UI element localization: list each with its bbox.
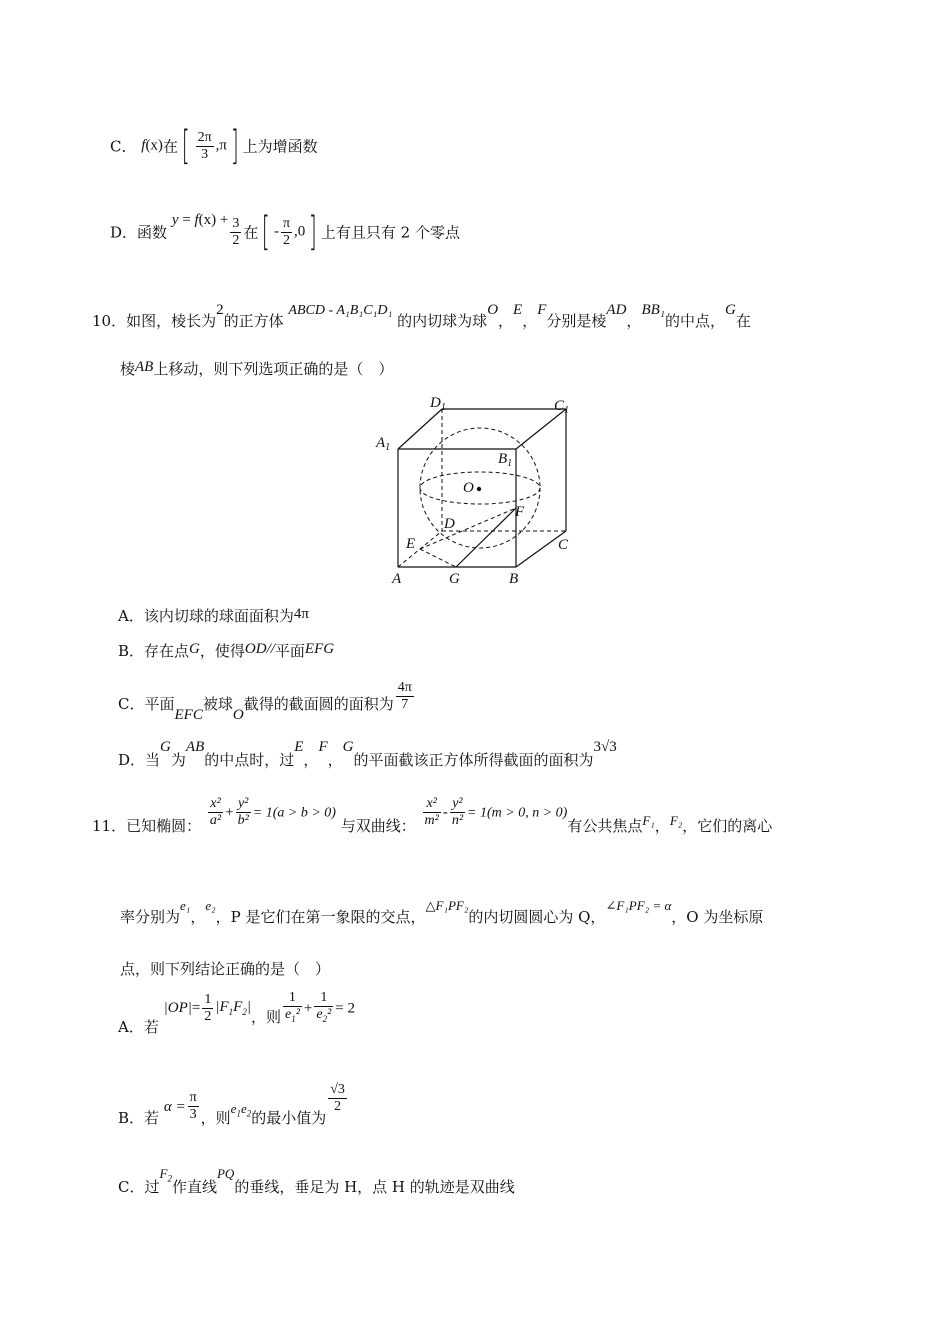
q10-line2 — [120, 358, 393, 379]
math-ab: AB — [135, 359, 154, 375]
math-g: G — [189, 641, 200, 657]
option-label: A． — [118, 607, 144, 625]
label-d1: $D_1$ — [430, 395, 446, 413]
text-in: 在 — [243, 223, 259, 242]
option-text: 上为增函数 — [242, 137, 318, 156]
text-in: 在 — [162, 137, 178, 156]
question-text: 与双曲线： — [340, 816, 416, 835]
fraction-y2-b2: $\frac{\text{y²}}{\text{b²}}$ — [237, 796, 249, 828]
option-text: 的垂线，垂足为 H，点 H 的轨迹是双曲线 — [234, 1178, 515, 1196]
question-text: 棱 — [120, 360, 136, 378]
option-text: 平面 — [144, 694, 175, 713]
label-c: C — [558, 537, 569, 553]
fraction-sqrt3-2: $\frac{√3}{2}$ — [330, 1082, 345, 1114]
option-text: 的平面截该正方体所得截面的面积为 — [353, 751, 594, 769]
math-plane: EFG — [304, 641, 335, 657]
label-g: G — [449, 571, 460, 587]
option-text: ，则 — [200, 1108, 231, 1127]
option-label: B． — [118, 642, 145, 660]
label-c1: $C_1$ — [554, 398, 570, 416]
math-ab: AB — [185, 739, 205, 755]
option-text: 上有且只有 2 个零点 — [320, 223, 460, 242]
math-e: E — [513, 302, 523, 318]
option-text: 函数 — [137, 223, 168, 242]
right-bracket: ] — [309, 209, 318, 255]
fraction-1-e1sq: $\frac{1}{e_1^2}$ — [284, 990, 300, 1024]
question-text: ，O 为坐标原 — [671, 908, 764, 926]
math-e1: e₁ — [180, 898, 191, 913]
q11-line2: 率分别为e₁，e₂，P 是它们在第一象限的交点，△F₁PF₂的内切圆圆心为 Q，∠F₁PF₂ = α，O 为坐标原 — [120, 898, 764, 926]
math-cube: ABCD - A₁B₁C₁D₁ — [288, 303, 393, 318]
option-text: 作直线 — [171, 1178, 217, 1196]
math-f: F — [537, 302, 547, 318]
math-e2: e₂ — [205, 898, 216, 913]
option-text: 若 — [143, 1018, 159, 1037]
q9-option-c — [110, 123, 318, 176]
option-label: B． — [118, 1108, 145, 1127]
math-f: F — [318, 739, 328, 755]
q11-option-c — [118, 1162, 515, 1196]
question-text: 分别是棱 — [546, 312, 607, 330]
option-text: 过 — [144, 1178, 160, 1196]
option-text: 为 — [170, 751, 186, 769]
fraction-1-e2sq: $\frac{1}{e_2^2}$ — [316, 990, 332, 1024]
question-text: 上移动，则下列选项正确的是（ ） — [153, 360, 394, 378]
q10-option-c — [118, 674, 416, 723]
question-text: 的内切圆圆心为 Q， — [468, 908, 606, 926]
option-text: 的最小值为 — [251, 1108, 327, 1127]
math-value: 3√3 — [593, 739, 617, 755]
fraction-x2-a2: $\frac{\text{x²}}{\text{a²}}$ — [209, 796, 222, 828]
option-text: 该内切球的球面面积为 — [143, 607, 294, 625]
question-text: ，它们的离心 — [682, 816, 773, 835]
fraction-pi-3: $\frac{\pi}{3}$ — [189, 1090, 197, 1122]
option-text: 被球 — [202, 694, 233, 713]
cube-figure — [370, 390, 590, 590]
pi-value: ,π — [215, 137, 227, 154]
question-text: 点，则下列结论正确的是（ ） — [120, 960, 331, 978]
option-text: 截得的截面圆的面积为 — [243, 694, 394, 713]
math-f2: F₂ — [669, 812, 683, 828]
math-value: 4π — [293, 606, 309, 622]
math-plane: EFC — [174, 706, 203, 723]
left-bracket: [ — [181, 123, 190, 169]
math-f1: F₁ — [642, 812, 655, 828]
math-x: (x) + — [198, 212, 229, 228]
option-text: ，则 — [250, 1008, 281, 1027]
question-number: 10． — [92, 312, 127, 330]
math-fx: f — [194, 212, 199, 228]
fraction-4pi-7: $\frac{4\pi}{7}$ — [397, 680, 412, 712]
option-text: ，使得 — [199, 642, 245, 660]
option-label: C． — [110, 137, 137, 156]
option-label: D． — [118, 751, 146, 769]
math-alpha: α = — [163, 1098, 186, 1115]
math-pq: PQ — [216, 1166, 235, 1181]
math-o: O — [232, 706, 244, 723]
math-od-parallel: OD// — [244, 641, 275, 657]
label-b1: $B_1$ — [498, 451, 513, 469]
fraction-y2-n2: $\frac{\text{y²}}{\text{n²}}$ — [451, 796, 464, 828]
math-value: 2 — [216, 302, 224, 318]
math-angle: ∠F₁PF₂ = α — [605, 898, 672, 913]
math-bb1: BB₁ — [641, 302, 665, 318]
q11-line3 — [120, 958, 330, 979]
option-label: D． — [110, 223, 138, 242]
question-text: 如图，棱长为 — [126, 312, 217, 330]
fraction-3-2: $\frac{3}{2}$ — [232, 215, 240, 248]
label-d: D — [444, 516, 455, 532]
math-g: G — [342, 739, 354, 755]
option-label: C． — [118, 1178, 145, 1196]
question-text: 的内切球为球 — [397, 312, 488, 330]
q11-option-b — [118, 1078, 349, 1127]
math-f2: $F_2$ — [159, 1166, 172, 1184]
variable-x: (x) — [145, 137, 163, 154]
option-text: 若 — [144, 1108, 160, 1127]
minus-sign: - — [273, 223, 279, 240]
question-text: 的中点， — [664, 312, 725, 330]
question-text: 的正方体 — [223, 312, 284, 330]
question-text: 在 — [735, 312, 751, 330]
math-ad: AD — [606, 302, 627, 318]
option-text: 存在点 — [144, 642, 190, 660]
option-text: 当 — [145, 751, 161, 769]
math-g: G — [725, 302, 736, 318]
math-op-abs: |OP| — [163, 999, 192, 1016]
q10-option-d: D．当G为AB的中点时，过E，F，G的平面截该正方体所得截面的面积为3√3 — [118, 739, 617, 769]
ellipse-condition: = 1(a > b > 0) — [252, 805, 336, 821]
math-f1f2-abs: $|F_1F_2|$ — [215, 999, 251, 1018]
question-number: 11． — [92, 816, 127, 835]
math-e: E — [294, 739, 304, 755]
option-label: A． — [118, 1018, 144, 1037]
q10-option-a — [118, 605, 309, 626]
label-a: A — [392, 571, 402, 587]
math-e1e2: $e_1e_2$ — [230, 1100, 252, 1119]
q11-line1: 11．已知椭圆： $\frac{\text{x²}}{\text{a²}}$ + $\frac{\text{y²}}{\text{b²}}$ = 1(a > b > 0) 与双曲线： $\frac{\text{x²}}{\text{m²}}$ - $\frac{\text{y²}}{\text{n²}}$ = 1(m > 0, n > 0)有公共焦点F₁，F₂，它们的离心 — [92, 796, 773, 835]
fraction-x2-m2: $\frac{\text{x²}}{\text{m²}}$ — [424, 796, 439, 828]
math-o: O — [487, 302, 499, 318]
zero-value: ,0 — [294, 223, 306, 240]
option-text: 平面 — [274, 642, 305, 660]
q10-option-b — [118, 640, 334, 661]
option-text: 的中点时，过 — [204, 751, 295, 769]
q11-option-a: A．若 |OP|= $\frac{1}{2}$ $|F_1F_2|$，则 $\frac{1}{e_1^2}$ + $\frac{1}{e_2^2}$ = 2 — [118, 990, 355, 1037]
right-bracket: ] — [230, 123, 239, 169]
math-triangle: △F₁PF₂ — [425, 898, 469, 913]
hyperbola-condition: = 1(m > 0, n > 0) — [467, 805, 568, 821]
option-label: C． — [118, 694, 145, 713]
question-text: 已知椭圆： — [126, 816, 202, 835]
math-g: G — [160, 739, 171, 755]
label-a1: $A_1$ — [376, 435, 391, 453]
label-f: F — [515, 504, 525, 520]
q9-option-d — [110, 209, 460, 262]
label-o: O — [463, 480, 474, 496]
function-f: f — [141, 137, 146, 154]
math-rhs: = 2 — [335, 1000, 355, 1017]
fraction-pi-2: $\frac{\pi}{2}$ — [282, 215, 291, 248]
question-text: 率分别为 — [120, 908, 181, 926]
label-b: B — [509, 571, 519, 587]
question-text: 有公共焦点 — [567, 816, 643, 835]
left-bracket: [ — [262, 209, 271, 255]
math-equals: = — [178, 212, 195, 228]
label-e: E — [406, 536, 416, 552]
question-text: ，P 是它们在第一象限的交点， — [215, 908, 426, 926]
q10-line1: 10．如图，棱长为2的正方体 ABCD - A₁B₁C₁D₁ 的内切球为球O，E，F分别是棱AD，BB₁的中点，G在 — [92, 302, 751, 330]
math-expr-y: y — [171, 212, 179, 228]
fraction-2pi-3: $\frac{2\pi}{3}$ — [197, 129, 212, 162]
fraction-1-2: $\frac{1}{2}$ — [204, 991, 212, 1024]
